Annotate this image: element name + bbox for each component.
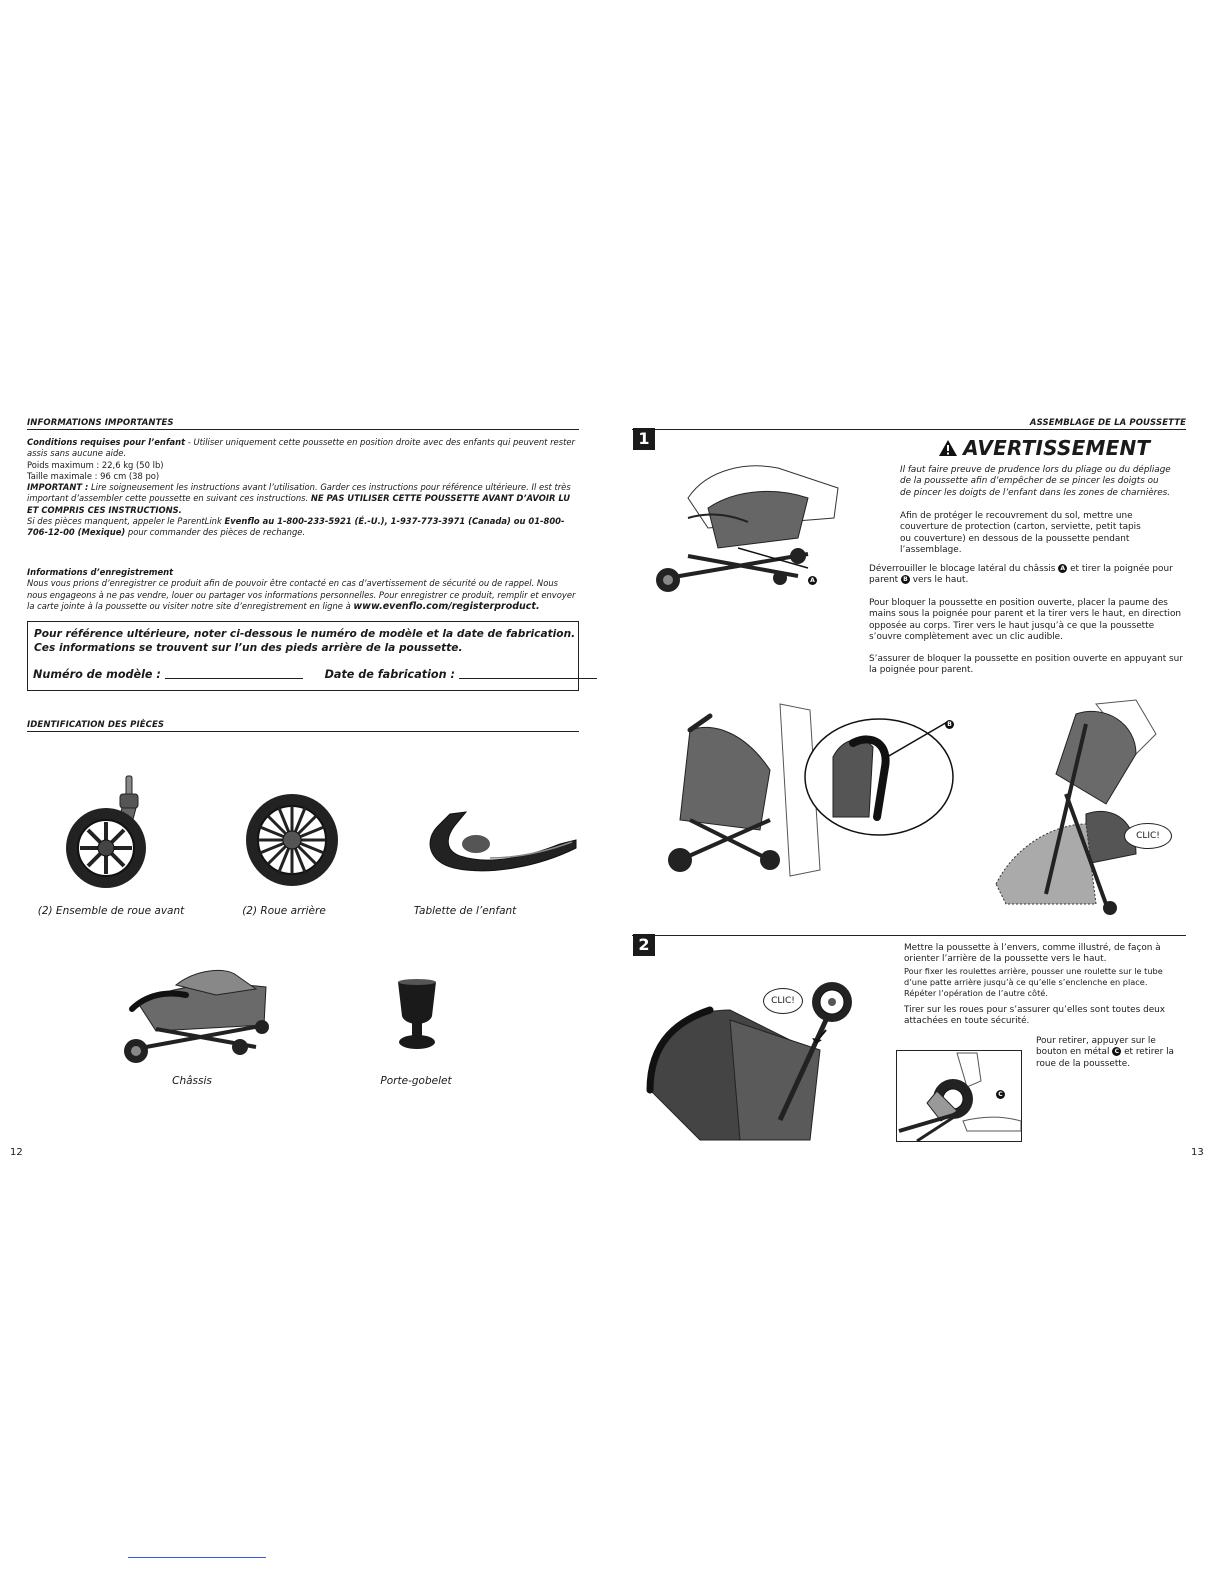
missing-tail: pour commander des pièces de rechange.: [125, 527, 306, 538]
registration-url[interactable]: www.evenflo.com/registerproduct.: [353, 600, 540, 612]
step1-unlock-illustration: [648, 458, 848, 598]
registration-paragraph: [27, 578, 579, 612]
letter-b-inline: B: [901, 575, 910, 584]
conditions-paragraph: [27, 437, 579, 460]
important-bold: NE PAS UTILISER CETTE POUSSETTE AVANT D’AVOIR LU ET COMPRIS CES INSTRUCTIONS.: [27, 493, 571, 515]
unlock-instruction: [869, 564, 1181, 587]
registration-title: Informations d’enregistrement: [27, 567, 174, 577]
reference-box-instructions: [34, 628, 575, 655]
warning-title: AVERTISSEMENT: [963, 436, 1151, 460]
max-weight: Poids maximum : 22,6 kg (50 lb): [27, 459, 164, 470]
registration-block: [27, 567, 579, 612]
left-header-rule: [27, 429, 579, 430]
unlock-text-c: vers le haut.: [909, 575, 969, 586]
cup-holder-illustration: [392, 978, 442, 1052]
step1-marker-a: [808, 568, 817, 587]
letter-c-inline: C: [1112, 1047, 1121, 1056]
letter-a-inline: A: [1058, 564, 1067, 573]
front-wheel-illustration: [60, 772, 160, 894]
warning-text: Il faut faire preuve de prudence lors du pliage ou du dépliage de la poussette afin d’empêcher de se pincer les doigts ou de pincer les doigts de l’enfant dans les zones de charnières.: [900, 465, 1171, 498]
parts-header: IDENTIFICATION DES PIÈCES: [27, 720, 165, 730]
clic-label-step1: CLIC!: [1124, 823, 1172, 849]
model-date-row: [33, 668, 597, 681]
rear-wheel-illustration: [244, 792, 340, 888]
conditions-label: Conditions requises pour l’enfant: [27, 437, 186, 447]
max-height: Taille maximale : 96 cm (38 po): [27, 470, 160, 481]
reference-box: [27, 621, 579, 691]
warning-heading: [938, 436, 1150, 460]
letter-c-badge: C: [996, 1090, 1005, 1099]
important-info-block: [27, 437, 579, 539]
step1-open-stroller-illustration: [986, 694, 1176, 922]
step2-flip-text: Mettre la poussette à l’envers, comme illustré, de façon à orienter l’arrière de la poussette vers le haut.: [904, 943, 1161, 965]
tray-caption: Tablette de l’enfant: [413, 905, 517, 917]
letter-a-badge: A: [808, 576, 817, 585]
ensure-lock-instruction: S’assurer de bloquer la poussette en position ouverte en appuyant sur la poignée pour parent.: [869, 654, 1183, 676]
right-section-header: ASSEMBLAGE DE LA POUSSETTE: [1029, 418, 1186, 428]
important-paragraph: [27, 482, 579, 516]
footer-link-underline: [128, 1557, 266, 1558]
front-wheel-caption: (2) Ensemble de roue avant: [37, 905, 185, 917]
warning-triangle-icon: [938, 439, 958, 457]
model-number-field[interactable]: [165, 678, 303, 679]
parts-header-rule: [27, 731, 579, 732]
unlock-text-b: et tirer la poignée pour parent: [869, 564, 1173, 586]
missing-parts-paragraph: [27, 516, 579, 539]
conditions-text: - Utiliser uniquement cette poussette en position droite avec des enfants qui peuvent rester assis sans aucune aide.: [27, 437, 575, 459]
ref-box-line2: Ces informations se trouvent sur l’un des pieds arrière de la poussette.: [34, 641, 463, 654]
date-field[interactable]: [459, 678, 597, 679]
unlock-text-a: Déverrouiller le blocage latéral du châssis: [869, 564, 1059, 574]
step-1-badge: 1: [633, 428, 655, 450]
remove-text-a: Pour retirer, appuyer sur le bouton en métal: [1036, 1036, 1156, 1058]
rear-wheel-caption: (2) Roue arrière: [242, 905, 326, 917]
remove-text-b: et retirer la roue de la poussette.: [1036, 1047, 1174, 1069]
step2-rule: [632, 935, 1186, 936]
step2-marker-c: [996, 1082, 1005, 1101]
chassis-illustration: [116, 965, 276, 1065]
floor-protection-text: Afin de protéger le recouvrement du sol, mettre une couverture de protection (carton, serviette, petit tapis ou couverture) en dessous de la poussette pendant l’assemblage.: [900, 511, 1141, 556]
important-text: Lire soigneusement les instructions avant l’utilisation. Garder ces instructions pour référence ultérieure. Il est très important d’assembler cette poussette en suivant ces instructions.: [27, 482, 571, 504]
clic-label-step2: CLIC!: [763, 988, 803, 1014]
child-tray-illustration: [420, 810, 580, 876]
right-header-rule: [632, 429, 1186, 430]
model-label: Numéro de modèle :: [33, 668, 161, 681]
missing-text: Si des pièces manquent, appeler le ParentLink: [27, 516, 225, 527]
chassis-caption: Châssis: [172, 1075, 212, 1087]
ref-box-line1: Pour référence ultérieure, noter ci-dessous le numéro de modèle et la date de fabrication.: [34, 628, 576, 640]
missing-phone-numbers: Evenflo au 1-800-233-5921 (É.-U.), 1-937-773-3971 (Canada) ou 01-800-706-12-00 (Mexique): [27, 516, 565, 538]
step2-remove-text: [1036, 1036, 1182, 1070]
letter-b-badge: B: [945, 720, 954, 729]
left-page-number: 12: [10, 1147, 23, 1158]
handle-detail-illustration: [803, 717, 955, 837]
step2-attach-text: Pour fixer les roulettes arrière, pousser une roulette sur le tube d’une patte arrière jusqu’à ce qu’elle s’enclenche en place. Répéter l’opération de l’autre côté.: [904, 966, 1163, 999]
date-label: Date de fabrication :: [324, 668, 455, 681]
right-page-number: 13: [1191, 1147, 1204, 1158]
important-label: IMPORTANT :: [27, 482, 89, 493]
left-section-header: INFORMATIONS IMPORTANTES: [27, 418, 174, 428]
lock-instruction: Pour bloquer la poussette en position ouverte, placer la paume des mains sous la poignée pour parent et la tirer vers le haut, en direction opposée au corps. Tirer vers le haut jusqu’à ce que la poussette s’ouvre complètement avec un clic audible.: [869, 598, 1182, 643]
step-2-badge: 2: [633, 934, 655, 956]
step1-marker-b: [945, 712, 954, 731]
step2-wheel-attach-illustration: [640, 960, 870, 1142]
registration-text: Nous vous prions d’enregistrer ce produit afin de pouvoir être contacté en cas d’avertissement de sécurité ou de rappel. Nous nous engageons à ne pas vendre, louer ou partager vos informations personnelles. Pour enregistrer ce produit, remplir et envoyer la carte jointe à la poussette ou visiter notre site d’enregistrement en ligne à: [27, 578, 576, 611]
step2-check-text: Tirer sur les roues pour s’assurer qu’elles sont toutes deux attachées en toute sécurité.: [904, 1005, 1166, 1027]
cup-holder-caption: Porte-gobelet: [380, 1075, 452, 1087]
